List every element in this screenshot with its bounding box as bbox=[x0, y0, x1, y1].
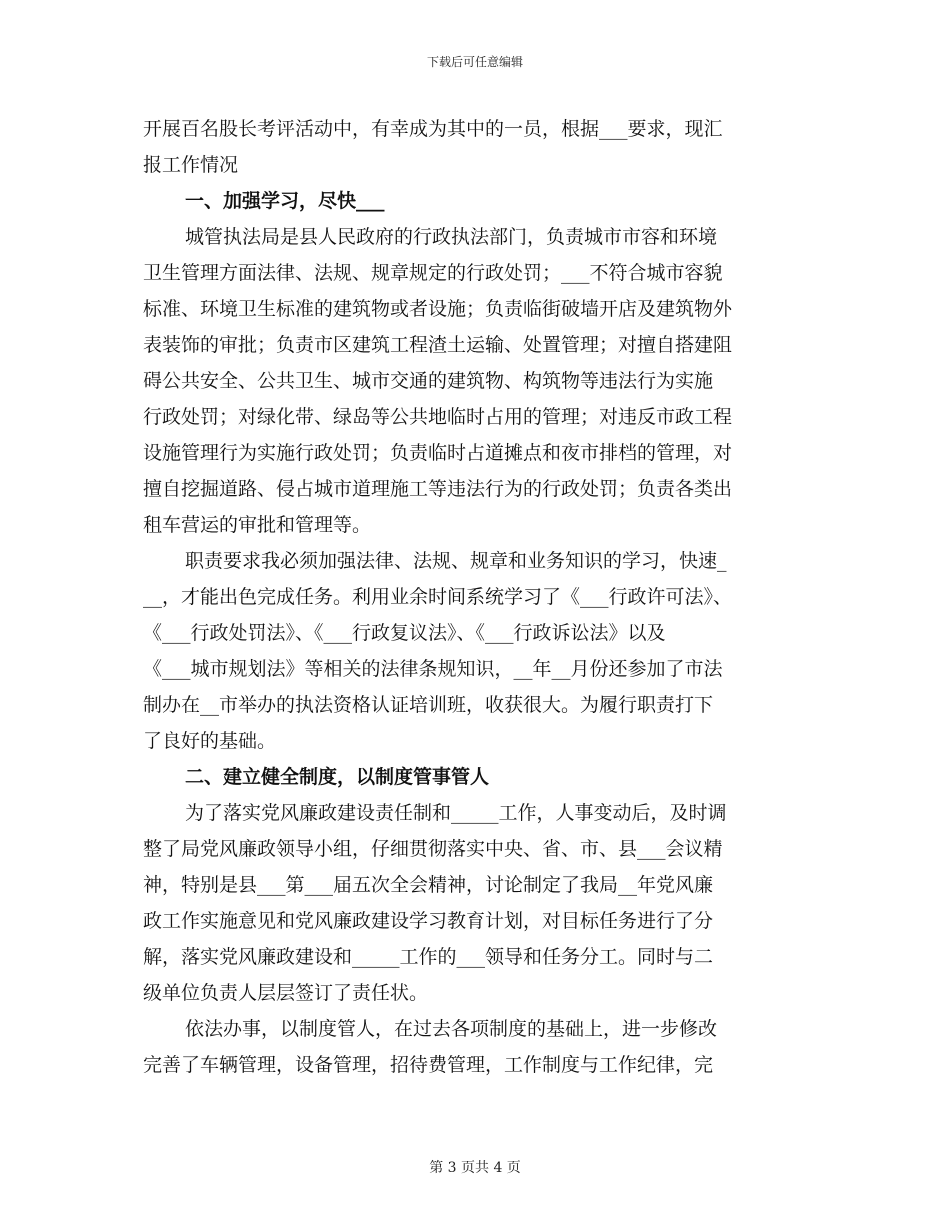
text-line: 标准、环境卫生标准的建筑物或者设施；负责临街破墙开店及建筑物外 bbox=[143, 298, 733, 320]
text-line: 神，特别是县___第___届五次全会精神，讨论制定了我局__年党风廉 bbox=[143, 874, 714, 896]
document-body bbox=[143, 118, 811, 1090]
text-line: 城管执法局是县人民政府的行政执法部门，负责城市市容和环境 bbox=[185, 226, 718, 248]
page-number: 第 3 页共 4 页 bbox=[429, 1160, 521, 1176]
text-line: 职责要求我必须加强法律、法规、规章和业务知识的学习，快速_ bbox=[185, 550, 727, 572]
text-line: 依法办事，以制度管人，在过去各项制度的基础上，进一步修改 bbox=[185, 1018, 718, 1040]
text-line: 表装饰的审批；负责市区建筑工程渣土运输、处置管理；对擅自搭建阻 bbox=[143, 334, 733, 356]
section-heading: 一、加强学习，尽快___ bbox=[185, 190, 385, 212]
text-line: 级单位负责人层层签订了责任状。 bbox=[143, 982, 429, 1004]
text-line: 卫生管理方面法律、法规、规章规定的行政处罚；___不符合城市容貌 bbox=[143, 262, 723, 284]
text-line: 租车营运的审批和管理等。 bbox=[143, 514, 372, 536]
text-line: 设施管理行为实施行政处罚；负责临时占道摊点和夜市排档的管理，对 bbox=[143, 442, 733, 464]
text-line: 完善了车辆管理，设备管理，招待费管理，工作制度与工作纪律，完 bbox=[143, 1054, 714, 1076]
text-line: __，才能出色完成任务。利用业余时间系统学习了《___行政许可法》、 bbox=[143, 586, 733, 608]
text-line: 了良好的基础。 bbox=[143, 730, 277, 752]
text-line: 报工作情况 bbox=[143, 154, 239, 176]
text-line: 政工作实施意见和党风廉政建设学习教育计划，对目标任务进行了分 bbox=[143, 910, 714, 932]
text-line: 《___行政处罚法》、《___行政复议法》、《___行政诉讼法》以及 bbox=[143, 622, 666, 644]
text-line: 为了落实党风廉政建设责任制和_____工作，人事变动后，及时调 bbox=[185, 802, 727, 824]
text-line: 整了局党风廉政领导小组，仔细贯彻落实中央、省、市、县___会议精 bbox=[143, 838, 723, 860]
text-line: 解，落实党风廉政建设和_____工作的___领导和任务分工。同时与二 bbox=[143, 946, 714, 968]
text-line: 《___城市规划法》等相关的法律条规知识，__年__月份还参加了市法 bbox=[143, 658, 723, 680]
text-line: 开展百名股长考评活动中，有幸成为其中的一员，根据___要求，现汇 bbox=[143, 118, 723, 140]
text-line: 擅自挖掘道路、侵占城市道理施工等违法行为的行政处罚；负责各类出 bbox=[143, 478, 733, 500]
text-line: 制办在__市举办的执法资格认证培训班，收获很大。为履行职责打下 bbox=[143, 694, 714, 716]
text-line: 行政处罚；对绿化带、绿岛等公共地临时占用的管理；对违反市政工程 bbox=[143, 406, 733, 428]
text-line: 碍公共安全、公共卫生、城市交通的建筑物、构筑物等违法行为实施 bbox=[143, 370, 714, 392]
section-heading: 二、建立健全制度，以制度管事管人 bbox=[185, 766, 490, 788]
page-header-note: 下载后可任意编辑 bbox=[426, 55, 523, 69]
